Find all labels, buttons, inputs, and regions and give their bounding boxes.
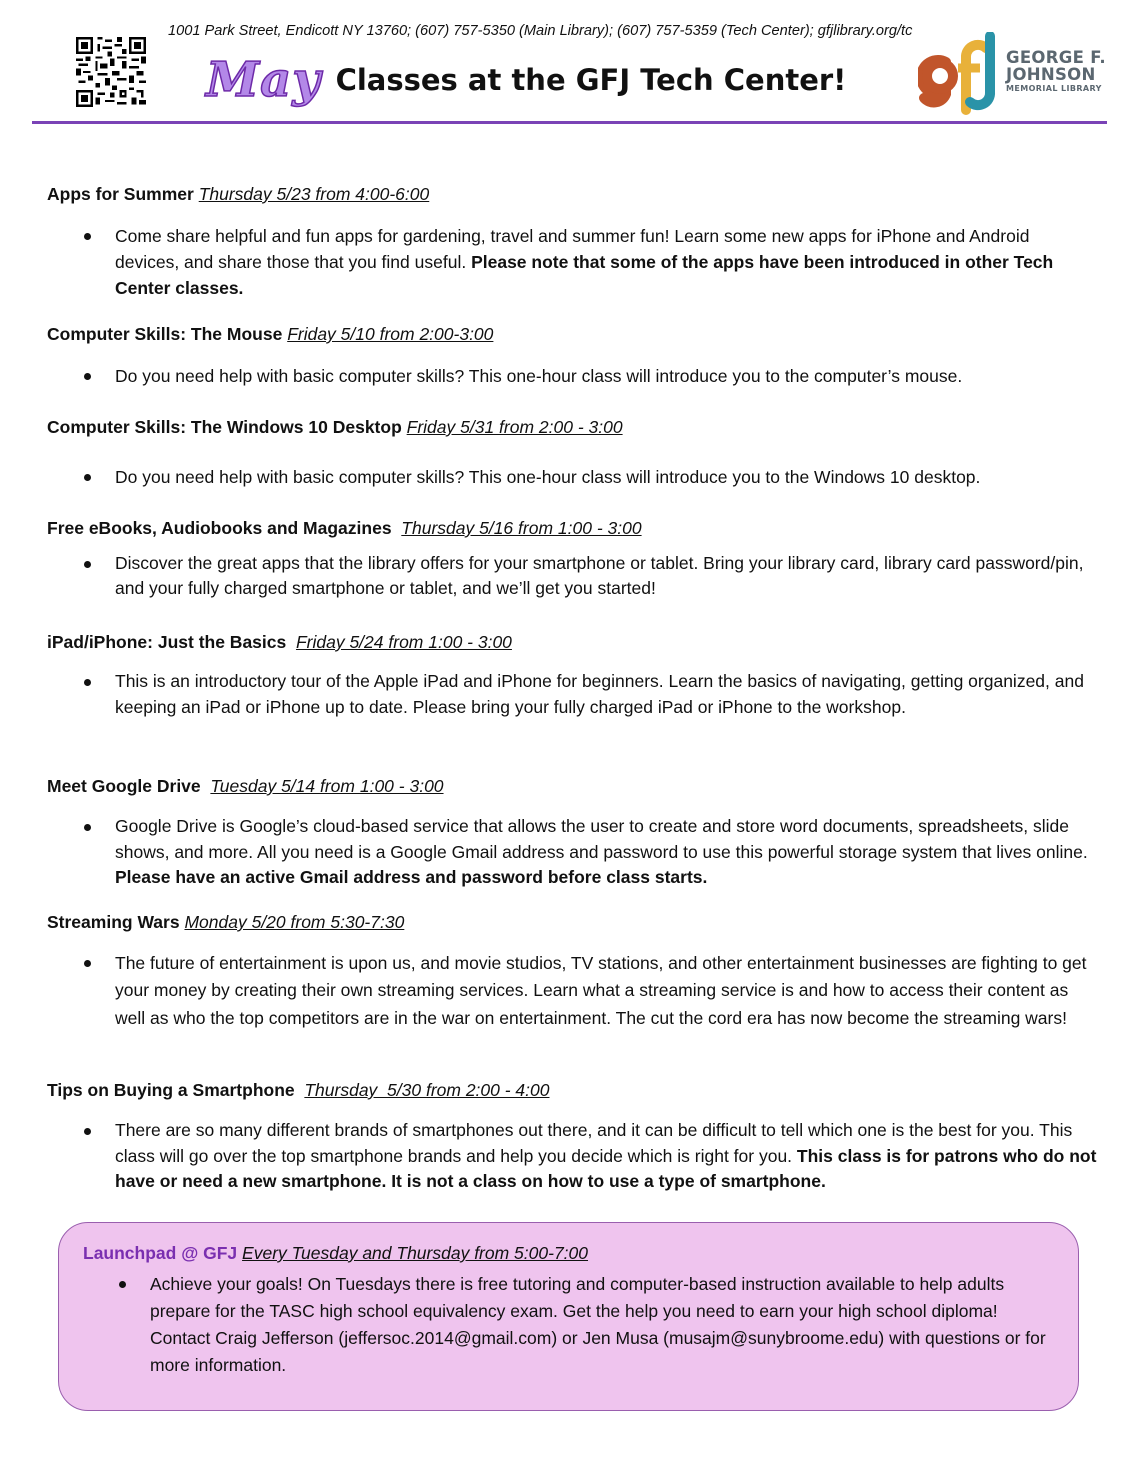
class-title xyxy=(47,912,1097,933)
class-title xyxy=(47,324,1097,345)
class-ipad-iphone-basics xyxy=(47,632,1097,720)
library-address: 1001 Park Street, Endicott NY 13760; (607) 757-5350 (Main Library); (607) 757-5359 (Tech Center); gfjlibrary.org/tc xyxy=(168,23,913,39)
logo-line-3: MEMORIAL LIBRARY xyxy=(1006,84,1102,93)
description-text: Come share helpful and fun apps for gardening, travel and summer fun! Learn some new apps for iPhone and Android devices, and share those that you find useful. xyxy=(115,226,1030,272)
class-date: Thursday 5/16 from 1:00 - 3:00 xyxy=(401,518,642,538)
class-title xyxy=(47,417,1097,438)
header-divider xyxy=(32,121,1107,124)
logo-line-2: JOHNSON xyxy=(1006,64,1096,84)
launchpad-name: Launchpad @ GFJ xyxy=(83,1243,238,1263)
class-description xyxy=(115,363,1097,389)
class-description xyxy=(115,814,1097,891)
title-heading: Classes at the GFJ Tech Center! xyxy=(335,63,847,97)
class-date: Tuesday 5/14 from 1:00 - 3:00 xyxy=(210,776,444,796)
page-title xyxy=(206,52,846,108)
class-date: Friday 5/24 from 1:00 - 3:00 xyxy=(295,632,512,652)
description-text: Discover the great apps that the library offers for your smartphone or tablet. Bring your library card, library card password/pin, and your fully charged smartphone or tablet, and we’ll get you started! xyxy=(115,553,1084,598)
launchpad-callout xyxy=(58,1222,1079,1411)
class-apps-for-summer xyxy=(47,184,1097,301)
qr-code-icon xyxy=(76,37,146,107)
class-description xyxy=(115,950,1097,1032)
description-note: This class is for patrons who do not have or need a new smartphone. It is not a class on how to use a type of smartphone. xyxy=(115,1145,1097,1191)
class-description xyxy=(115,464,1097,490)
class-name: Tips on Buying a Smartphone xyxy=(47,1080,295,1100)
class-title xyxy=(47,518,1097,539)
launchpad-schedule: Every Tuesday and Thursday from 5:00-7:00 xyxy=(242,1243,589,1263)
launchpad-title xyxy=(83,1243,588,1264)
class-date: Thursday 5/30 from 2:00 - 4:00 xyxy=(304,1080,550,1100)
class-description xyxy=(115,551,1097,601)
class-name: Streaming Wars xyxy=(47,912,180,932)
class-date: Friday 5/10 from 2:00-3:00 xyxy=(287,324,494,344)
launchpad-description: Achieve your goals! On Tuesdays there is free tutoring and computer-based instruction available to help adults prepare for the TASC high school equivalency exam. Get the help you need to earn your high school diploma! Contact Craig Jefferson (jeffersoc.2014@gmail.com) or Jen Musa (musajm@sunybroome.edu) with questions or for more information. xyxy=(150,1271,1055,1379)
class-date: Monday 5/20 from 5:30-7:30 xyxy=(184,912,405,932)
description-text: Google Drive is Google’s cloud-based service that allows the user to create and store word documents, spreadsheets, slide shows, and more. All you need is a Google Gmail address and password to use this powerful storage system that lives online. xyxy=(115,816,1088,862)
class-title xyxy=(47,184,1097,205)
description-text: Do you need help with basic computer skills? This one-hour class will introduce you to the Windows 10 desktop. xyxy=(115,467,981,487)
logo-line-1: GEORGE F. xyxy=(1006,48,1106,67)
class-name: iPad/iPhone: Just the Basics xyxy=(47,632,287,652)
description-text: This is an introductory tour of the Apple iPad and iPhone for beginners. Learn the basics of navigating, getting organized, and keeping an iPad or iPhone up to date. Please bring your fully charged iPad or iPhone to the workshop. xyxy=(115,671,1084,717)
class-title xyxy=(47,632,1097,653)
class-meet-google-drive xyxy=(47,776,1097,891)
description-note: Please have an active Gmail address and password before class starts. xyxy=(115,867,708,887)
class-computer-skills-windows xyxy=(47,417,1097,490)
logo-wordmark xyxy=(1006,50,1106,93)
class-streaming-wars xyxy=(47,912,1097,1032)
class-description xyxy=(115,1118,1097,1195)
title-month: May xyxy=(206,52,322,108)
class-free-ebooks xyxy=(47,518,1097,601)
class-title xyxy=(47,776,1097,797)
description-note: Please note that some of the apps have been introduced in other Tech Center classes. xyxy=(115,252,1054,298)
class-date: Friday 5/31 from 2:00 - 3:00 xyxy=(406,417,623,437)
class-date: Thursday 5/23 from 4:00-6:00 xyxy=(198,184,430,204)
class-name: Computer Skills: The Windows 10 Desktop xyxy=(47,417,402,437)
class-description xyxy=(115,669,1097,720)
class-name: Free eBooks, Audiobooks and Magazines xyxy=(47,518,392,538)
class-computer-skills-mouse xyxy=(47,324,1097,389)
description-text: The future of entertainment is upon us, and movie studios, TV stations, and other entertainment businesses are fighting to get your money by creating their own streaming services. Learn what a streaming service is and how to access their content as well as who the top competitors are in the war on entertainment. The cut the cord era has now become the streaming wars! xyxy=(115,953,1087,1028)
description-text: There are so many different brands of smartphones out there, and it can be difficult to tell which one is the best for you. This class will go over the top smartphone brands and help you decide which is right for you. xyxy=(115,1120,1073,1166)
page-header xyxy=(0,0,1125,130)
description-text: Do you need help with basic computer skills? This one-hour class will introduce you to the computer’s mouse. xyxy=(115,366,963,386)
class-name: Apps for Summer xyxy=(47,184,194,204)
class-tips-buying-smartphone xyxy=(47,1080,1097,1195)
class-title xyxy=(47,1080,1097,1101)
class-name: Computer Skills: The Mouse xyxy=(47,324,283,344)
class-description xyxy=(115,223,1097,301)
class-name: Meet Google Drive xyxy=(47,776,201,796)
